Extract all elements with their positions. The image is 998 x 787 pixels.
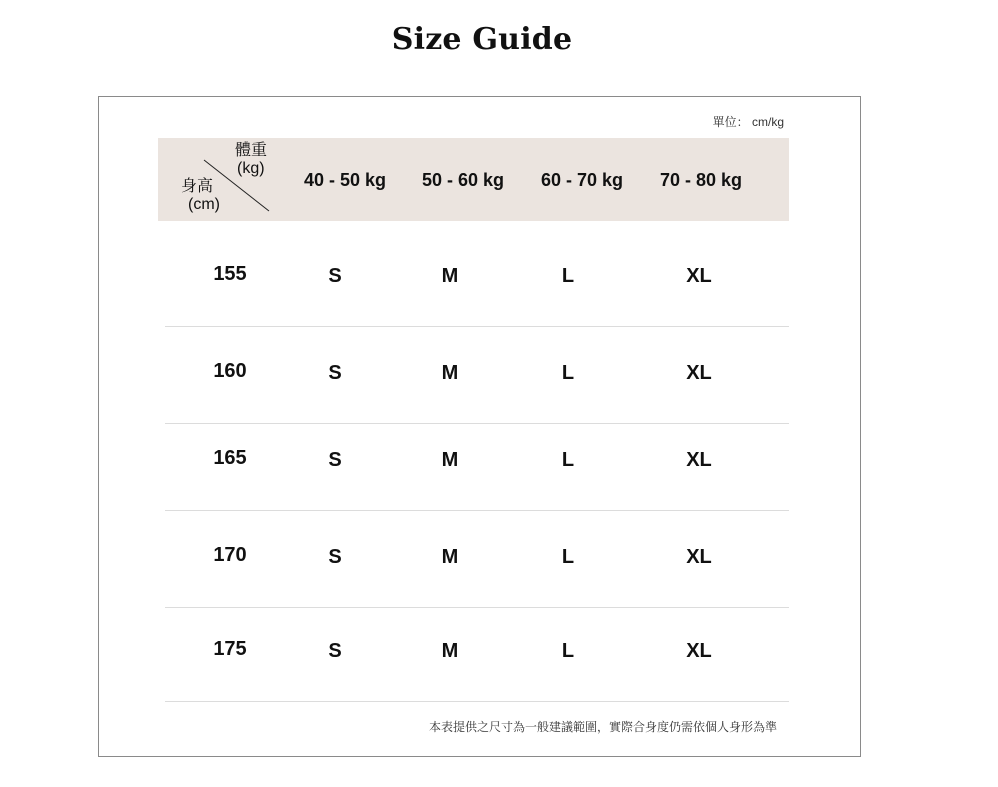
column-header: 40 - 50 kg (303, 170, 387, 190)
size-cell: S (328, 265, 342, 287)
row-height: 160 (213, 360, 247, 382)
size-cell: L (561, 265, 575, 287)
row-height: 155 (213, 263, 247, 285)
size-cell: S (328, 449, 342, 471)
unit-note: 單位： cm/kg (712, 115, 784, 129)
weight-unit: (kg) (237, 160, 265, 177)
row-divider (165, 423, 789, 424)
row-divider (165, 326, 789, 327)
size-cell: S (328, 362, 342, 384)
size-cell: XL (686, 449, 712, 471)
size-cell: L (561, 449, 575, 471)
header-corner-cell (158, 138, 278, 221)
column-header: 50 - 60 kg (421, 170, 505, 190)
size-cell: M (441, 449, 459, 471)
size-cell: M (441, 362, 459, 384)
size-cell: L (561, 546, 575, 568)
footnote: 本表提供之尺寸為一般建議範圍，實際合身度仍需依個人身形為準 (428, 720, 777, 734)
size-cell: S (328, 640, 342, 662)
row-divider (165, 510, 789, 511)
size-cell: XL (686, 265, 712, 287)
size-cell: XL (686, 546, 712, 568)
row-height: 165 (213, 447, 247, 469)
height-unit: (cm) (188, 196, 220, 213)
column-header: 60 - 70 kg (540, 170, 624, 190)
row-height: 175 (213, 638, 247, 660)
table-header (158, 138, 789, 221)
size-cell: M (441, 265, 459, 287)
column-header: 70 - 80 kg (659, 170, 743, 190)
row-height: 170 (213, 544, 247, 566)
weight-label: 體重 (235, 142, 268, 159)
size-cell: XL (686, 362, 712, 384)
size-cell: M (441, 640, 459, 662)
row-divider (165, 701, 789, 702)
page-title: Size Guide (391, 22, 573, 57)
size-table-card (98, 96, 861, 757)
size-cell: L (561, 362, 575, 384)
size-cell: L (561, 640, 575, 662)
row-divider (165, 607, 789, 608)
height-label: 身高 (181, 178, 214, 195)
size-cell: M (441, 546, 459, 568)
height-axis-label (181, 178, 220, 214)
size-cell: S (328, 546, 342, 568)
size-cell: XL (686, 640, 712, 662)
weight-axis-label (235, 142, 267, 178)
